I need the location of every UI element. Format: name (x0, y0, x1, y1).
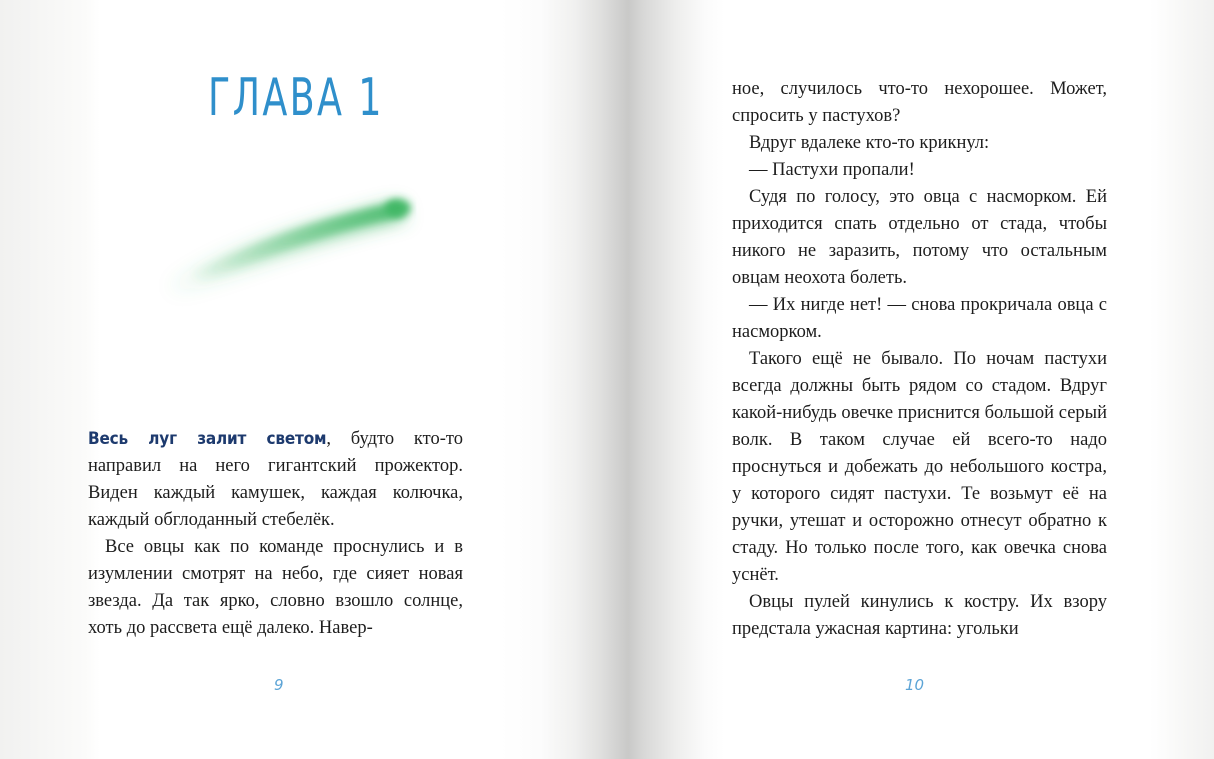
lead-in: Весь луг залит светом (88, 429, 327, 449)
left-page (88, 0, 578, 759)
paragraph: — Пастухи пропали! (749, 160, 915, 180)
left-text-block (88, 426, 463, 642)
paragraph: — Их нигде нет! — снова прокричала овца с насморком. (732, 295, 1107, 342)
paragraph: Все овцы как по команде проснулись и в изумлении смотрят на небо, где сияет новая звезда. Да так ярко, словно взошло солнце, хоть до рассвета ещё далеко. Навер- (88, 537, 463, 638)
right-page (700, 0, 1160, 759)
comet-illustration (148, 180, 438, 310)
paragraph: ное, случилось что-то нехорошее. Может, спросить у пастухов? (732, 79, 1107, 126)
paragraph: Овцы пулей кинулись к костру. Их взору предстала ужасная картина: угольки (732, 592, 1107, 639)
comet-head (385, 199, 411, 217)
page-number: 9 (274, 676, 284, 694)
paragraph: Вдруг вдалеке кто-то крикнул: (749, 133, 990, 153)
chapter-title: ГЛАВА 1 (208, 68, 384, 128)
paragraph: Судя по голосу, это овца с насморком. Ей приходится спать отдельно от стада, чтобы никого не заразить, потому что остальным овцам неохота болеть. (732, 187, 1107, 288)
comet-tail (193, 202, 404, 282)
page-number: 10 (905, 676, 925, 694)
paragraph: Весь луг залит светом, будто кто-то направил на него гигантский прожектор. Виден каждый камушек, каждая колючка, каждый обглоданный стебелёк. (88, 429, 464, 530)
right-text-block (732, 76, 1107, 643)
paragraph: Такого ещё не бывало. По ночам пастухи всегда должны быть рядом со стадом. Вдруг какой-нибудь овечке приснится большой серый волк. В таком случае ей всего-то надо проснуться и добежать до небольшого костра, у которого сидят пастухи. Те возьмут её на ручки, утешат и осторожно отнесут обратно к стаду. Но только после того, как овечка снова уснёт. (732, 349, 1107, 585)
